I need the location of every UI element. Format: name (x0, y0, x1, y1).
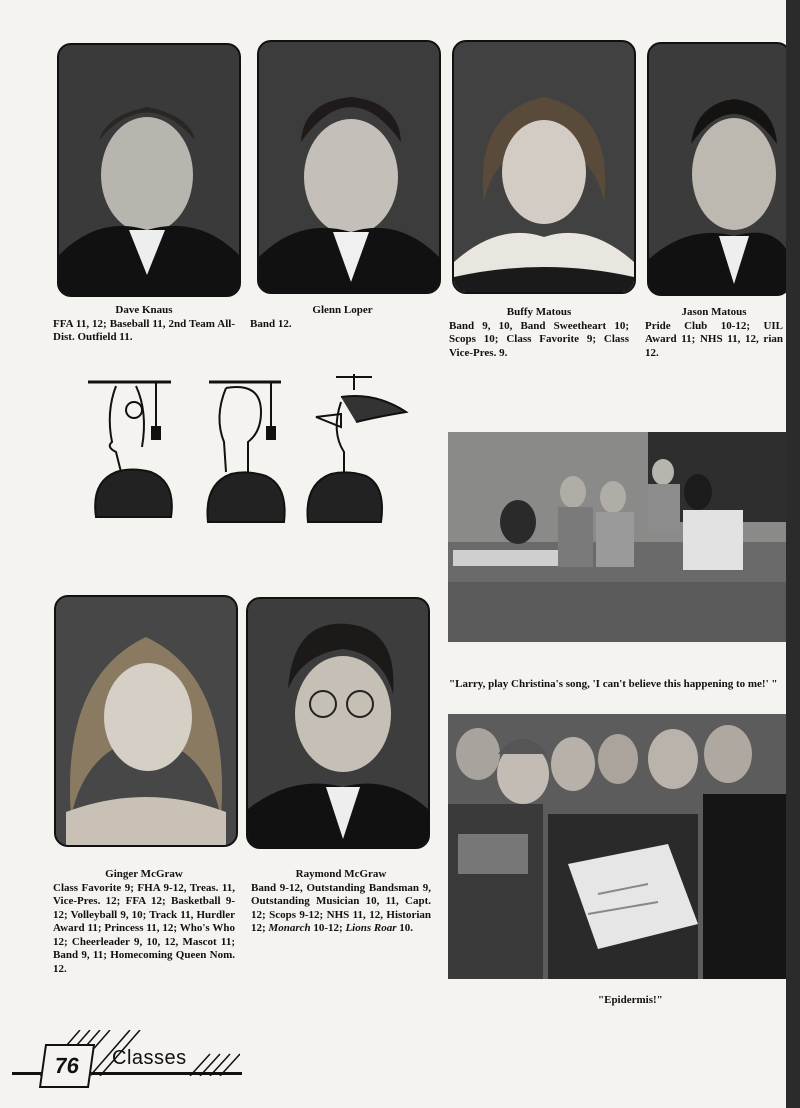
portrait-image (248, 599, 428, 847)
candid-photo-group (448, 714, 788, 979)
portrait-image (649, 44, 789, 294)
caption-raymond-mcgraw (251, 868, 431, 936)
caption-dave-knaus (53, 304, 235, 345)
candid-caption-1: "Larry, play Christina's song, 'I can't believe this happening to me!' " (449, 678, 778, 690)
portrait-image (454, 42, 634, 292)
student-activities: Band 12. (250, 317, 292, 330)
student-activities: Band 9, 10, Band Sweetheart 10; Scops 10; Class Favorite 9; Class Vice-Pres. 9. (449, 319, 629, 359)
student-name: Buffy Matous (506, 306, 572, 318)
student-activities: Class Favorite 9; FHA 9-12, Treas. 11, Vice-Pres. 12; FFA 12; Basketball 9-12; Volleyball 9, 10; Track 11, Hurdler Award 11; Princess 11, 12; Who's Who 12; Cheerleader 9, 10, 12, Mascot 11; Band 9, 11; Homecoming Queen Nom. 12. (53, 881, 235, 975)
candid-photo-classroom (448, 432, 786, 642)
page-edge (786, 0, 800, 1108)
caption-buffy-matous (449, 306, 629, 360)
caption-ginger-mcgraw (53, 868, 235, 976)
candid-image (448, 714, 788, 979)
portrait-jason-matous (647, 42, 791, 296)
caption-jason-matous (645, 306, 783, 360)
student-activities: Pride Club 10-12; UIL Award 11; NHS 11, 12, rian 12. (645, 319, 783, 359)
portrait-image (259, 42, 439, 292)
caption-glenn-loper (250, 304, 435, 331)
section-title: Classes (112, 1047, 187, 1069)
student-activities: Band 9-12, Outstanding Bandsman 9, Outstanding Musician 10, 11, Capt. 12; Scops 9-12; NHS 11, 12, Historian 12; Monarch 10-12; Lions Roar 10. (251, 881, 431, 934)
candid-caption-2: "Epidermis!" (598, 994, 663, 1006)
candid-image (448, 432, 786, 642)
student-name: Raymond McGraw (295, 868, 387, 880)
student-name: Dave Knaus (115, 304, 173, 316)
portrait-image (56, 597, 236, 845)
portrait-buffy-matous (452, 40, 636, 294)
portrait-dave-knaus (57, 43, 241, 297)
portrait-ginger-mcgraw (54, 595, 238, 847)
graduate-cartoon-illustration (76, 372, 411, 534)
student-name: Ginger McGraw (105, 868, 183, 880)
portrait-image (59, 45, 239, 295)
page-number: 76 (39, 1044, 95, 1088)
student-name: Glenn Loper (312, 304, 373, 316)
student-activities: FFA 11, 12; Baseball 11, 2nd Team All-Dist. Outfield 11. (53, 317, 235, 343)
student-name: Jason Matous (681, 306, 747, 318)
portrait-glenn-loper (257, 40, 441, 294)
portrait-raymond-mcgraw (246, 597, 430, 849)
